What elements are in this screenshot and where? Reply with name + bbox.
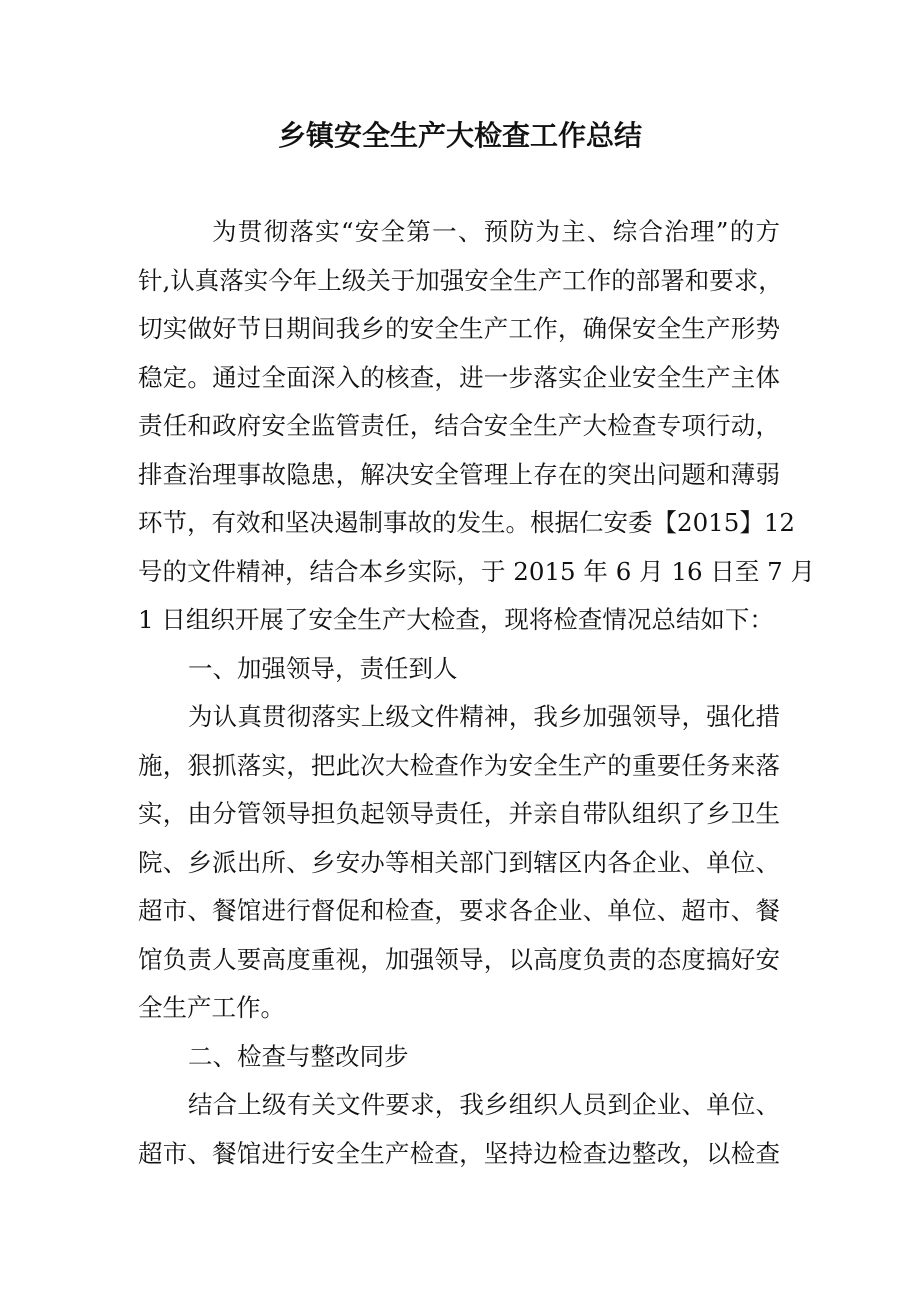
paragraph-line: 责任和政府安全监管责任，结合安全生产大检查专项行动， — [138, 411, 780, 440]
section-heading: 二、检查与整改同步 — [188, 1041, 409, 1071]
paragraph-line: 排查治理事故隐患，解决安全管理上存在的突出问题和薄弱 — [138, 459, 780, 489]
paragraph-line: 为认真贯彻落实上级文件精神，我乡加强领导，强化措 — [188, 702, 780, 731]
paragraph-line: 馆负责人要高度重视，加强领导，以高度负责的态度搞好安 — [138, 944, 780, 974]
paragraph-line: 环节，有效和坚决遏制事故的发生。根据仁安委【2015】12 — [138, 508, 796, 537]
paragraph-line: 为贯彻落实“安全第一、预防为主、综合治理”的方 — [212, 217, 780, 246]
paragraph-line: 实，由分管领导担负起领导责任，并亲自带队组织了乡卫生 — [138, 799, 780, 828]
paragraph-line: 1 日组织开展了安全生产大检查，现将检查情况总结如下： — [138, 605, 774, 634]
document-title: 乡镇安全生产大检查工作总结 — [277, 119, 642, 152]
section-heading: 一、加强领导，责任到人 — [188, 653, 458, 683]
paragraph-line: 施，狠抓落实，把此次大检查作为安全生产的重要任务来落 — [138, 750, 780, 780]
paragraph-line: 结合上级有关文件要求，我乡组织人员到企业、单位、 — [188, 1090, 780, 1119]
paragraph-line: 超市、餐馆进行督促和检查，要求各企业、单位、超市、餐 — [138, 896, 780, 925]
paragraph-line: 超市、餐馆进行安全生产检查，坚持边检查边整改，以检查 — [138, 1138, 780, 1168]
paragraph-line: 号的文件精神，结合本乡实际，于 2015 年 6 月 16 日至 7 月 — [138, 556, 816, 586]
paragraph-line: 切实做好节日期间我乡的安全生产工作，确保安全生产形势 — [138, 314, 780, 343]
paragraph-line: 院、乡派出所、乡安办等相关部门到辖区内各企业、单位、 — [138, 847, 780, 877]
paragraph-line: 针,认真落实今年上级关于加强安全生产工作的部署和要求， — [138, 265, 783, 295]
paragraph-line: 全生产工作。 — [138, 993, 285, 1022]
paragraph-line: 稳定。通过全面深入的核查，进一步落实企业安全生产主体 — [138, 362, 780, 392]
document-body — [138, 208, 816, 1178]
